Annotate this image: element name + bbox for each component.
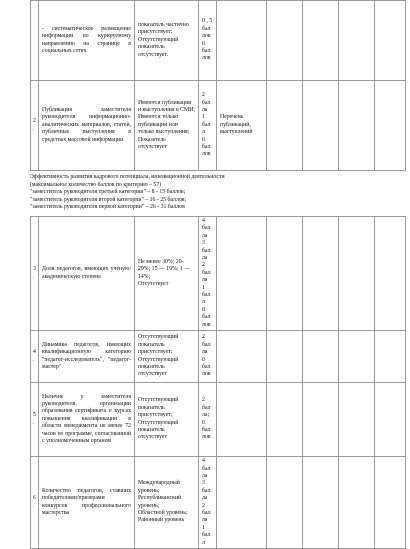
points-cell: 0 , 5 баллов 0 баллов [199, 1, 217, 81]
empty-cell [267, 217, 303, 331]
points-cell: 2 балла; 0 баллов [199, 383, 217, 457]
row-number: 5. [31, 383, 39, 457]
empty-cell [267, 1, 303, 81]
empty-cell [339, 457, 375, 549]
section-line: "заместитель руководителя первой категории" – 26 - 31 баллов [30, 204, 185, 211]
criterion-cell: Доля педагогов, имеющих ученую/академическую степень [39, 217, 135, 331]
table-row [31, 383, 406, 457]
empty-cell [267, 457, 303, 549]
empty-cell [267, 81, 303, 171]
empty-cell [303, 1, 339, 81]
empty-cell [303, 217, 339, 331]
docs-cell: Перечень публикаций, выступлений [217, 81, 267, 171]
empty-cell [303, 383, 339, 457]
criteria-table-bottom [30, 216, 406, 549]
docs-cell [217, 331, 267, 383]
section-header [30, 174, 405, 212]
section-line: "заместитель руководителя второй категории" – 16 - 25 баллов; [30, 196, 187, 203]
empty-cell [267, 331, 303, 383]
criteria-table-top [30, 0, 406, 171]
docs-cell [217, 383, 267, 457]
indicator-cell: Отсутствующий показатель присутствует; Отсутствующий показатель отсутствует [135, 383, 199, 457]
table-row [31, 457, 406, 549]
empty-cell [303, 81, 339, 171]
row-number: 6. [31, 457, 39, 549]
empty-cell [339, 1, 375, 81]
points-cell: 4 балла 3 балла 2 балла 1 балл 0 баллов [199, 217, 217, 331]
section-line: (максимальное количество баллов по критерию – 57) [30, 181, 162, 188]
indicator-cell: Отсутствующий показатель присутствует; Отсутствующий показатель отсутствует [135, 331, 199, 383]
empty-cell [339, 81, 375, 171]
indicator-cell: показатель частично присутствует; Отсутствующий показатель отсутствует. [135, 1, 199, 81]
empty-cell [339, 217, 375, 331]
criterion-cell: Наличие у заместителя руководителя организации образования сертификата о курсах повышения квалификации в области менеджмента не менее 72 часов по программе, согласованной с уполномоченным органом [39, 383, 135, 457]
criterion-cell: Публикация заместителя руководителя информационно-аналитических материалов, статей, публичные выступления в средствах массовой информации [39, 81, 135, 171]
indicator-cell: Имеются публикации и выступления в СМИ; Имеются только публикации или только выступления; Показатель отсутствует [135, 81, 199, 171]
empty-cell [375, 81, 406, 171]
row-number: 3. [31, 217, 39, 331]
points-cell: 2 балла 0 баллов [199, 331, 217, 383]
empty-cell [339, 383, 375, 457]
empty-cell [303, 331, 339, 383]
row-number [31, 1, 39, 81]
empty-cell [339, 331, 375, 383]
points-cell: 4 балла 3 балла 2 балла 1 балл [199, 457, 217, 549]
empty-cell [375, 1, 406, 81]
indicator-cell: Международный уровень; Республиканский уровень; Областной уровень; Районный уровень [135, 457, 199, 549]
section-title: Эффективность развития кадрового потенциала, инновационной деятельности [30, 174, 225, 180]
row-number: 4. [31, 331, 39, 383]
criterion-cell: - систематическое размещение информации по курируемому направлению на странице в социальных сетях [39, 1, 135, 81]
docs-cell [217, 1, 267, 81]
empty-cell [303, 457, 339, 549]
empty-cell [267, 383, 303, 457]
docs-cell [217, 457, 267, 549]
table-row [31, 81, 406, 171]
section-line: "заместитель руководителя третьей категории" – 8 - 15 баллов; [30, 189, 186, 196]
criterion-cell: Количество педагогов, ставших победителями/призерами конкурсов профессионального мастерства [39, 457, 135, 549]
criterion-cell: Динамика педагогов, имеющих квалификационную категорию "педагог-исследователь", "педагог-мастер" [39, 331, 135, 383]
table-row [31, 217, 406, 331]
docs-cell [217, 217, 267, 331]
table-row [31, 1, 406, 81]
empty-cell [375, 217, 406, 331]
points-cell: 2 балла 1 балл 0 баллов [199, 81, 217, 171]
indicator-cell: Не менее 30%; 20-29%; 15 — 19%; 1 — 14%; Отсутствует [135, 217, 199, 331]
empty-cell [375, 383, 406, 457]
empty-cell [375, 457, 406, 549]
row-number: 2. [31, 81, 39, 171]
table-row [31, 331, 406, 383]
empty-cell [375, 331, 406, 383]
